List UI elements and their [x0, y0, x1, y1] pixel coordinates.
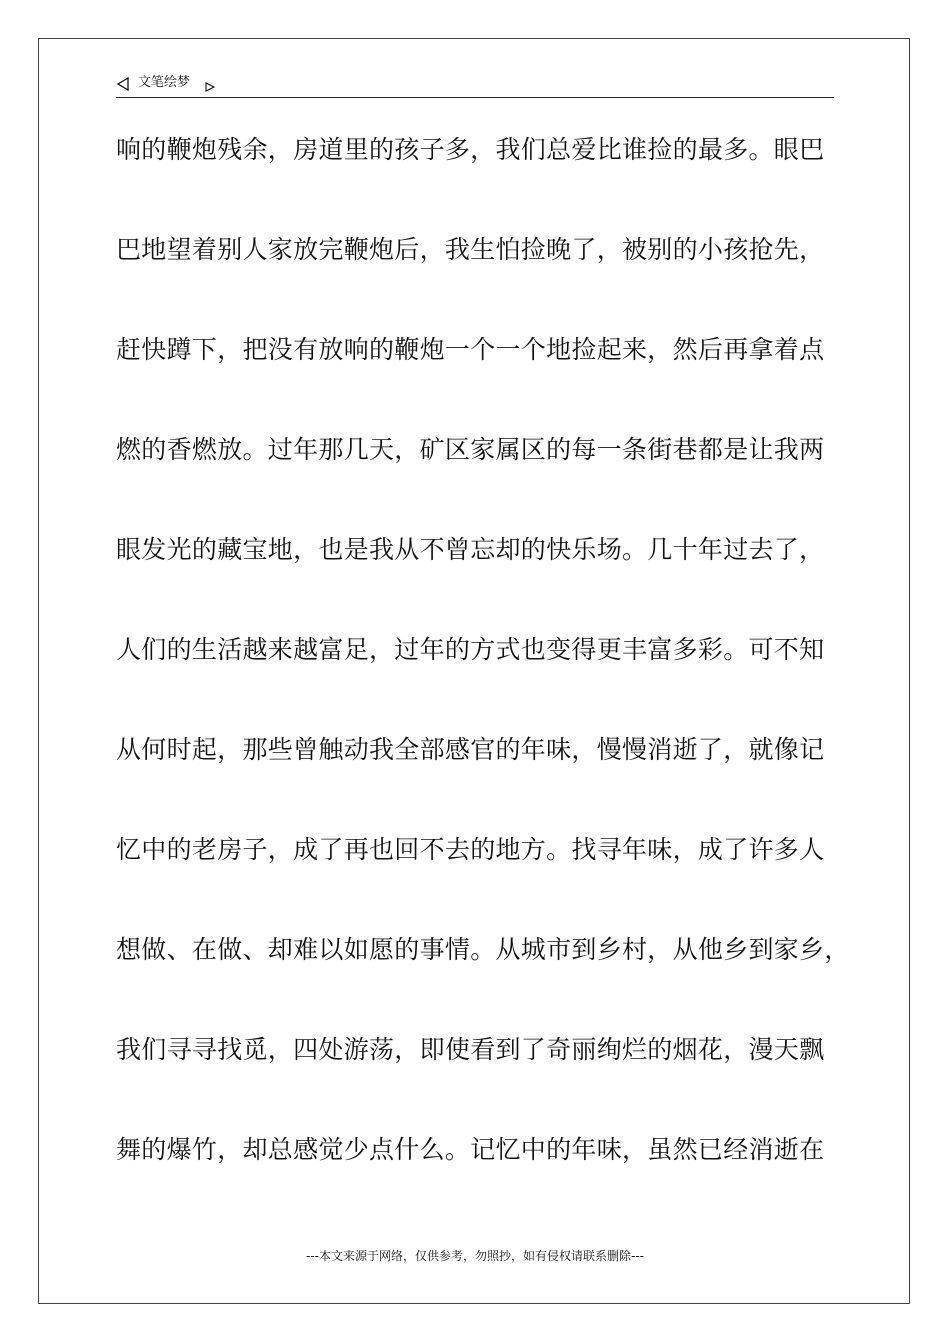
text-line: 舞的爆竹，却总感觉少点什么。记忆中的年味，虽然已经消逝在	[116, 1135, 825, 1164]
text-line: 我们寻寻找觅，四处游荡，即使看到了奇丽绚烂的烟花，漫天飘	[116, 1035, 825, 1064]
text-line: 赶快蹲下，把没有放响的鞭炮一个一个地捡起来，然后再拿着点	[116, 335, 825, 364]
body-paragraph	[116, 130, 856, 1230]
triangle-right-outline-icon	[205, 77, 215, 87]
text-line: 忆中的老房子，成了再也回不去的地方。找寻年味，成了许多人	[116, 835, 825, 864]
page-header	[116, 72, 834, 98]
text-line: 想做、在做、却难以如愿的事情。从城市到乡村，从他乡到家乡，	[116, 935, 850, 964]
triangle-left-outline-icon	[116, 76, 130, 90]
text-line: 燃的香燃放。过年那几天，矿区家属区的每一条街巷都是让我两	[116, 435, 825, 464]
header-title: 文笔绘梦	[138, 75, 191, 90]
text-line: 人们的生活越来越富足，过年的方式也变得更丰富多彩。可不知	[116, 635, 825, 664]
footer-disclaimer: ---本文来源于网络，仅供参考，勿照抄，如有侵权请联系删除---	[306, 1249, 644, 1263]
text-line: 从何时起，那些曾触动我全部感官的年味，慢慢消逝了，就像记	[116, 735, 825, 764]
text-line: 巴地望着别人家放完鞭炮后，我生怕捡晚了，被别的小孩抢先，	[116, 235, 825, 264]
text-line: 响的鞭炮残余，房道里的孩子多，我们总爱比谁捡的最多。眼巴	[116, 135, 825, 164]
text-line: 眼发光的藏宝地，也是我从不曾忘却的快乐场。几十年过去了，	[116, 535, 825, 564]
